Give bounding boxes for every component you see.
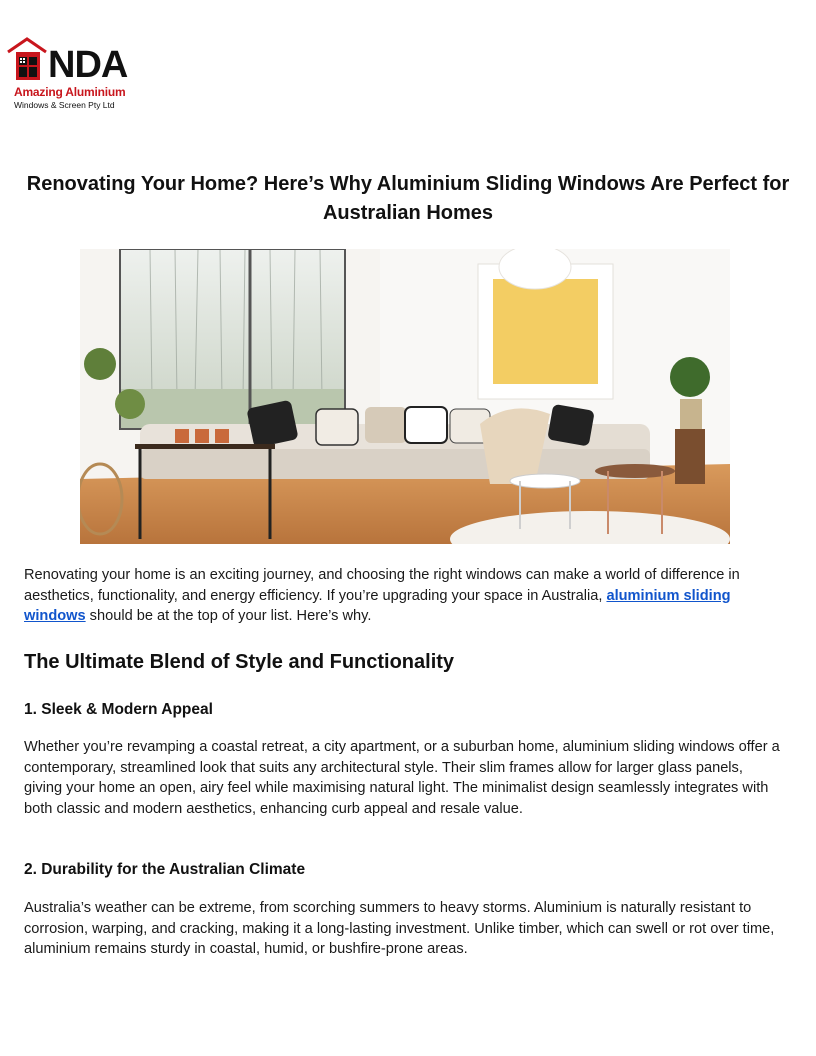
point2-heading: 2. Durability for the Australian Climate xyxy=(24,861,306,878)
hero-image xyxy=(80,249,730,544)
intro-text-end: should be at the top of your list. Here’s why. xyxy=(85,608,372,625)
aluminium-sliding-windows-link[interactable]: aluminium sliding windows xyxy=(24,587,731,625)
logo-mark: NDA xyxy=(48,44,128,86)
house-logo-icon xyxy=(6,36,52,84)
point1-paragraph: Whether you’re revamping a coastal retreat, a city apartment, or a suburban home, aluminium sliding windows offer a contemporary, streamlined look that suits any architectural style. Their slim frames allow for larger glass panels, giving your home an open, airy feel while maximising natural light. The minimalist design seamlessly integrates with both classic and modern aesthetics, enhancing curb appeal and resale value. xyxy=(24,739,780,818)
article-title: Renovating Your Home? Here’s Why Aluminium Sliding Windows Are Perfect for Australian Homes xyxy=(26,173,790,224)
point1-heading: 1. Sleek & Modern Appeal xyxy=(24,701,213,718)
company-logo[interactable] xyxy=(6,36,146,114)
point2-paragraph: Australia’s weather can be extreme, from scorching summers to heavy storms. Aluminium is naturally resistant to corrosion, warping, and cracking, making it a long-lasting investment. Unlike timber, which can swell or rot over time, aluminium remains sturdy in coastal, humid, or bushfire-prone areas. xyxy=(24,900,775,958)
logo-company-name: Windows & Screen Pty Ltd xyxy=(14,100,115,110)
intro-text: Renovating your home is an exciting journey, and choosing the right windows can make a world of difference in aesthetics, functionality, and energy efficiency. If you’re upgrading your space in Australia, xyxy=(24,567,740,604)
intro-paragraph xyxy=(24,565,784,627)
logo-tagline: Amazing Aluminium xyxy=(14,85,126,99)
section-heading: The Ultimate Blend of Style and Functionality xyxy=(24,651,455,673)
